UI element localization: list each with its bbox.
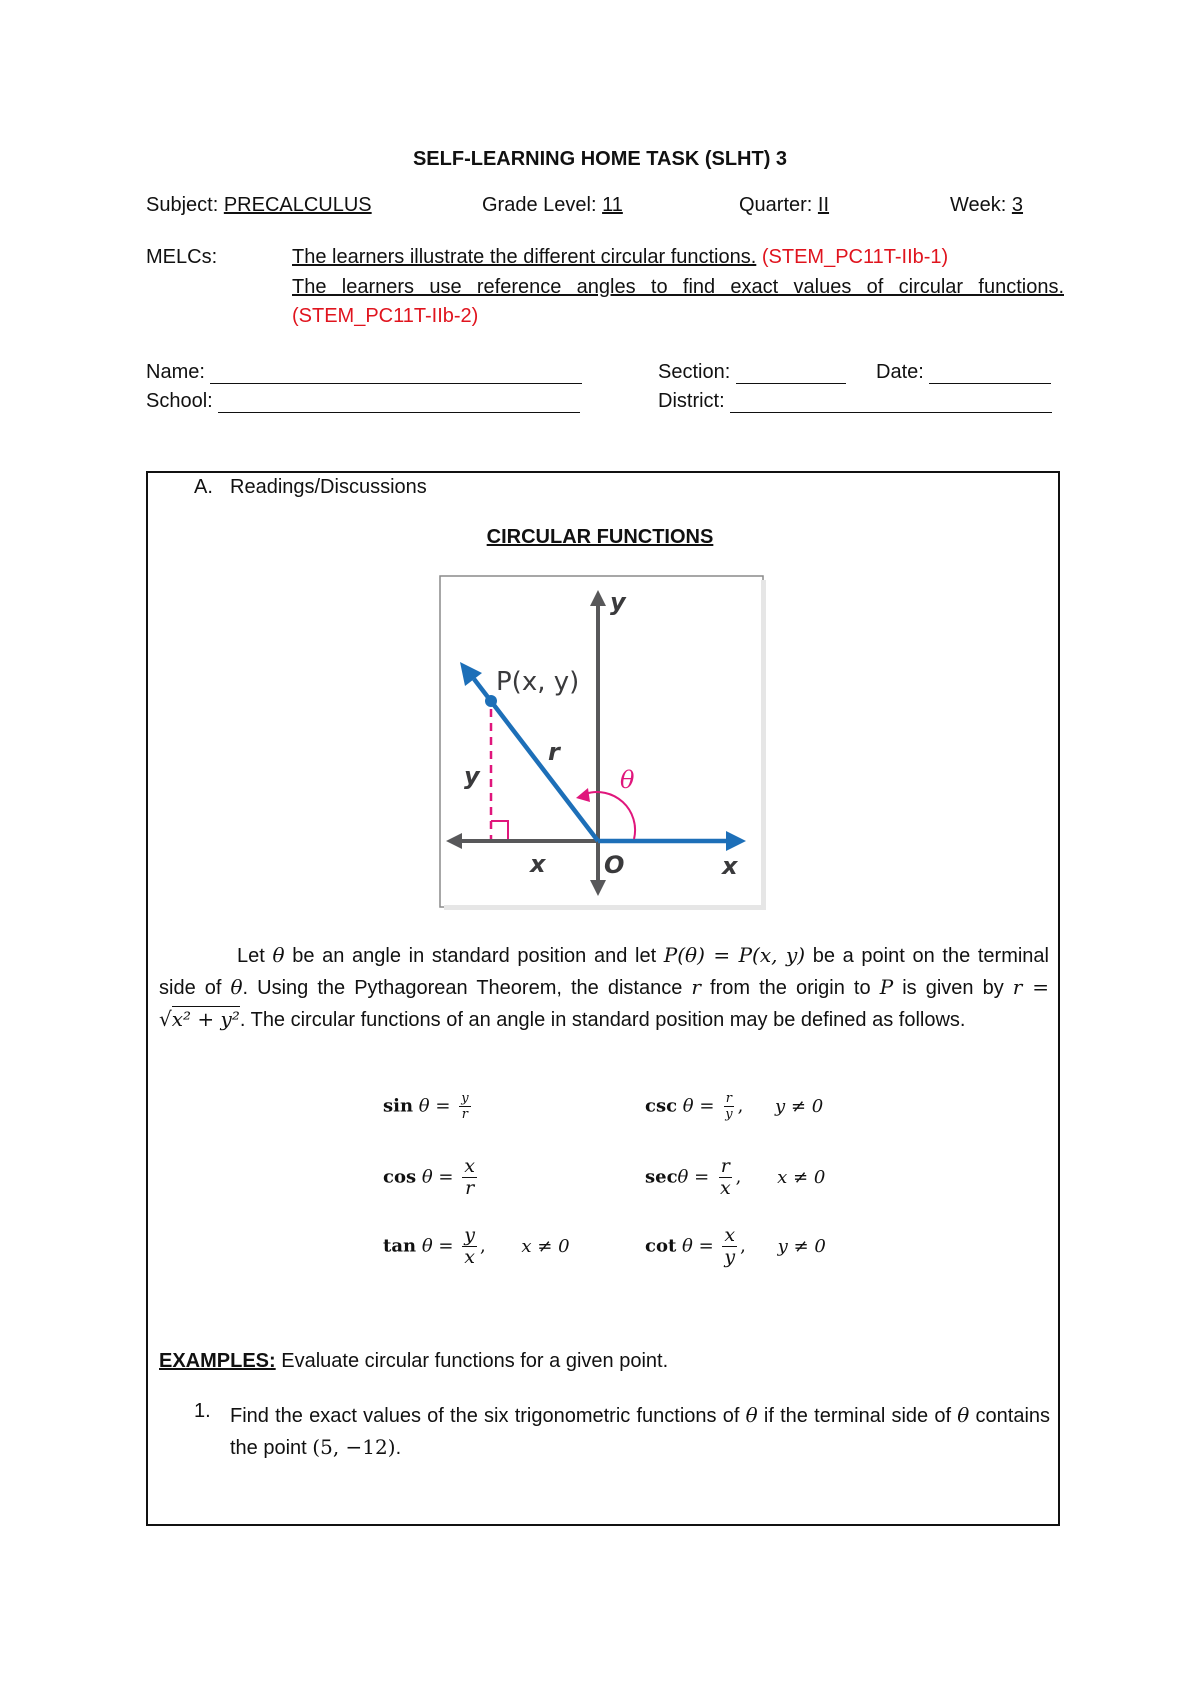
melc-1-text: The learners illustrate the different circular functions. [292,246,757,268]
denominator: r [465,1177,475,1199]
condition: y ≠ 0 [777,1235,826,1257]
definition-paragraph [159,940,1049,1036]
quarter-value: II [817,194,830,216]
district-blank[interactable] [730,394,1052,413]
numerator: y [464,1224,475,1246]
example-1-text [230,1400,1050,1464]
example-1-part-a: Find the exact values of the six trigonometric functions of [230,1405,740,1427]
numerator: x [464,1155,475,1177]
para-text-1: be an angle in standard position and let [292,945,657,967]
fn-cot: cot [645,1235,677,1257]
equals: = [438,1235,454,1257]
formula-tan [383,1226,570,1267]
para-text-2: be a point on the terminal side of [159,945,1049,999]
examples-intro: Evaluate circular functions for a given point. [281,1350,669,1372]
example-1-end: . [395,1437,402,1459]
circular-function-diagram [438,574,768,914]
comma: , [735,1166,742,1188]
fn-csc: csc [645,1095,678,1117]
theta: θ [421,1166,433,1188]
school-label: School: [146,390,213,412]
formula-sec [645,1157,825,1198]
para-theta: θ [272,943,285,967]
denominator: r [461,1107,468,1122]
fraction [459,1092,470,1121]
diagram-shadow [761,580,766,910]
quarter-field [739,194,829,217]
subject-value: PRECALCULUS [223,194,372,216]
fn-sec: sec [645,1166,678,1188]
para-r-eq: r = [1012,975,1049,999]
quarter-label: Quarter: [739,194,813,216]
condition: y ≠ 0 [775,1095,824,1117]
theta: θ [418,1095,430,1117]
date-blank[interactable] [929,365,1051,384]
para-p: P [879,975,894,999]
numerator: x [724,1224,736,1246]
example-1-point: (5, −12) [312,1435,396,1459]
example-1-part-c: contains the point [230,1405,1051,1459]
name-label: Name: [146,361,205,383]
district-label: District: [658,390,725,412]
theta: θ [682,1095,694,1117]
fn-sin: sin [383,1095,414,1117]
para-r: r [691,975,701,999]
numerator: r [720,1155,730,1177]
numerator: y [461,1091,469,1106]
examples-label: EXAMPLES: [159,1350,276,1372]
melc-1 [292,246,1064,269]
week-label: Week: [950,194,1007,216]
point-p-label: P(x, y) [496,667,580,697]
y-segment-label: y [464,762,480,790]
para-let: Let [237,945,265,967]
fn-tan: tan [383,1235,417,1257]
y-axis-label: y [610,588,626,616]
document-title: SELF-LEARNING HOME TASK (SLHT) 3 [412,148,788,170]
formula-cot [645,1226,826,1267]
melc-2-code: (STEM_PC11T-IIb-2) [292,305,479,327]
example-1-theta: θ [745,1403,758,1427]
section-blank[interactable] [736,365,846,384]
numerator: r [725,1091,732,1106]
equals: = [694,1166,710,1188]
condition: x ≠ 0 [777,1166,826,1188]
name-field [146,361,582,384]
melc-1-code: (STEM_PC11T-IIb-1) [761,246,949,268]
diagram-frame [440,576,763,907]
fraction [718,1157,733,1198]
comma: , [479,1235,486,1257]
sqrt-expression [159,1004,240,1035]
condition: x ≠ 0 [521,1235,570,1257]
sqrt-sign-icon: √ [159,1007,172,1031]
date-field [876,361,1051,384]
equals: = [698,1235,714,1257]
equals: = [438,1166,454,1188]
week-field [950,194,1023,217]
denominator: y [724,1246,736,1268]
grade-field [482,194,623,217]
examples-line [159,1350,668,1373]
equals: = [435,1095,451,1117]
para-theta-2: θ [230,975,243,999]
para-text-6: . The circular functions of an angle in standard position may be defined as follows. [239,1009,966,1031]
sqrt-radicand: x² + y² [171,1007,240,1031]
fraction [462,1226,477,1267]
subject-field [146,194,372,217]
radius-label: r [548,738,560,766]
district-field [658,390,1052,413]
fraction [723,1092,734,1121]
comma: , [737,1095,744,1117]
formula-csc [645,1092,823,1121]
para-text-3: . Using the Pythagorean Theorem, the distance [242,977,683,999]
denominator: y [725,1107,733,1122]
para-p-theta: P(θ) = P(x, y) [663,943,806,967]
grade-value: 11 [602,194,623,216]
theta: θ [682,1235,693,1257]
fraction [722,1226,737,1267]
para-text-4: from the origin to [710,977,871,999]
section-title: Readings/Discussions [230,476,427,498]
school-field [146,390,580,413]
section-heading: CIRCULAR FUNCTIONS [486,526,714,548]
section-field [658,361,846,384]
week-value: 3 [1011,194,1024,216]
x-segment-label: x [530,850,546,878]
angle-label: θ [620,766,635,794]
melc-2-text: The learners use reference angles to find exact values of circular functions. [292,276,1064,298]
example-1-number: 1. [194,1400,211,1422]
fraction [462,1157,477,1198]
section-marker: A. [194,476,213,498]
x-axis-label: x [722,852,738,880]
date-label: Date: [876,361,924,383]
para-text-5: is given by [902,977,1004,999]
theta: θ [421,1235,433,1257]
theta: θ [677,1166,689,1188]
example-1-part-b: if the terminal side of [763,1405,952,1427]
melcs-label: MELCs: [146,246,218,268]
grade-label: Grade Level: [482,194,597,216]
comma: , [740,1235,746,1257]
example-1-theta-2: θ [957,1403,970,1427]
denominator: x [719,1177,731,1199]
fn-cos: cos [383,1166,417,1188]
denominator: x [464,1246,475,1268]
formula-cos [383,1157,480,1198]
equals: = [699,1095,715,1117]
formula-sin [383,1092,474,1121]
school-blank[interactable] [218,394,580,413]
name-blank[interactable] [210,365,582,384]
section-label: Section: [658,361,731,383]
subject-label: Subject: [146,194,219,216]
origin-label: O [604,851,625,879]
diagram-shadow-bottom [444,905,766,910]
